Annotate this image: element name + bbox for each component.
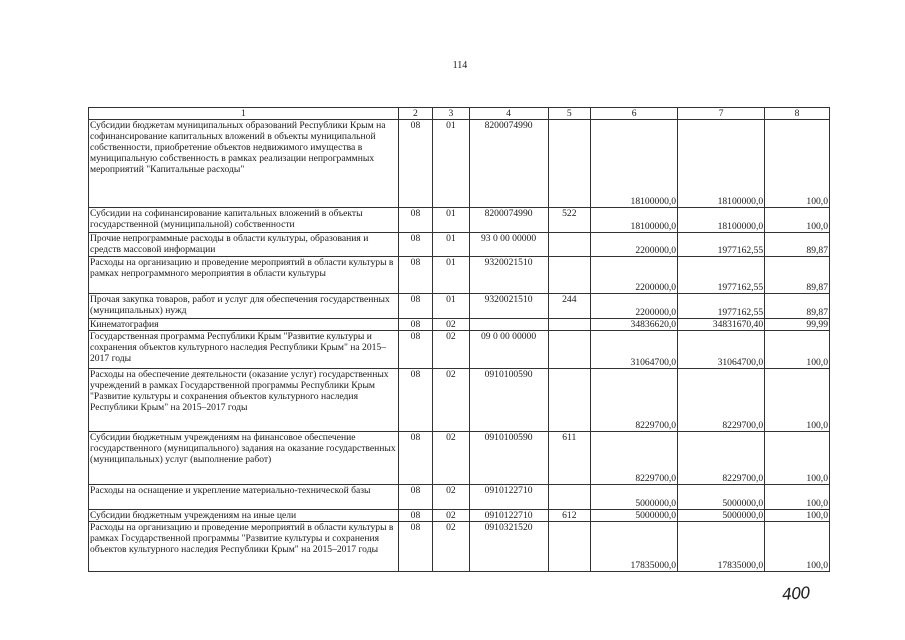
- row-name: Кинематография: [89, 319, 399, 331]
- handwritten-page-mark: 400: [781, 583, 811, 604]
- execution-percent: 89,87: [765, 294, 830, 319]
- execution-percent: 100,0: [765, 331, 830, 369]
- header-cell-1: 1: [89, 108, 399, 120]
- execution-percent: 100,0: [765, 485, 830, 510]
- expense-type-code: [548, 120, 591, 208]
- planned-amount: 8229700,0: [591, 369, 678, 432]
- actual-amount: 18100000,0: [678, 120, 765, 208]
- target-article-code: 0910122710: [469, 510, 548, 522]
- expense-type-code: [548, 319, 591, 331]
- execution-percent: 100,0: [765, 510, 830, 522]
- subsection-code: 02: [433, 432, 469, 485]
- table-row: [89, 208, 830, 233]
- planned-amount: 31064700,0: [591, 331, 678, 369]
- expense-type-code: 611: [548, 432, 591, 485]
- target-article-code: 9320021510: [469, 257, 548, 294]
- table-row: [89, 432, 830, 485]
- section-code: 08: [398, 522, 432, 572]
- target-article-code: 0910100590: [469, 369, 548, 432]
- table-row: [89, 369, 830, 432]
- subsection-code: 01: [433, 233, 469, 257]
- target-article-code: 0910100590: [469, 432, 548, 485]
- subsection-code: 01: [433, 208, 469, 233]
- section-code: 08: [398, 369, 432, 432]
- target-article-code: 0910122710: [469, 485, 548, 510]
- header-cell-6: 6: [591, 108, 678, 120]
- table-row: [89, 257, 830, 294]
- table-row: [89, 319, 830, 331]
- section-code: 08: [398, 432, 432, 485]
- target-article-code: 8200074990: [469, 120, 548, 208]
- execution-percent: 89,87: [765, 257, 830, 294]
- planned-amount: 2200000,0: [591, 294, 678, 319]
- expense-type-code: [548, 233, 591, 257]
- planned-amount: 2200000,0: [591, 233, 678, 257]
- header-cell-7: 7: [678, 108, 765, 120]
- expense-type-code: [548, 369, 591, 432]
- execution-percent: 100,0: [765, 369, 830, 432]
- planned-amount: 5000000,0: [591, 510, 678, 522]
- execution-percent: 100,0: [765, 432, 830, 485]
- execution-percent: 100,0: [765, 522, 830, 572]
- header-cell-3: 3: [433, 108, 469, 120]
- table-row: [89, 522, 830, 572]
- header-cell-5: 5: [548, 108, 591, 120]
- section-code: 08: [398, 233, 432, 257]
- actual-amount: 17835000,0: [678, 522, 765, 572]
- header-cell-8: 8: [765, 108, 830, 120]
- subsection-code: 02: [433, 485, 469, 510]
- table-row: [89, 485, 830, 510]
- target-article-code: 09 0 00 00000: [469, 331, 548, 369]
- target-article-code: 93 0 00 00000: [469, 233, 548, 257]
- planned-amount: 2200000,0: [591, 257, 678, 294]
- row-name: Прочие непрограммные расходы в области культуры, образования и средств массовой информации: [89, 233, 399, 257]
- expense-type-code: 522: [548, 208, 591, 233]
- expense-type-code: [548, 257, 591, 294]
- expense-type-code: [548, 331, 591, 369]
- table-row: [89, 510, 830, 522]
- planned-amount: 34836620,0: [591, 319, 678, 331]
- execution-percent: 89,87: [765, 233, 830, 257]
- actual-amount: 5000000,0: [678, 510, 765, 522]
- execution-percent: 100,0: [765, 208, 830, 233]
- header-cell-4: 4: [469, 108, 548, 120]
- section-code: 08: [398, 120, 432, 208]
- subsection-code: 02: [433, 510, 469, 522]
- subsection-code: 01: [433, 294, 469, 319]
- page-number: 114: [452, 60, 468, 71]
- planned-amount: 18100000,0: [591, 208, 678, 233]
- planned-amount: 5000000,0: [591, 485, 678, 510]
- budget-table: [88, 107, 830, 572]
- target-article-code: 8200074990: [469, 208, 548, 233]
- actual-amount: 1977162,55: [678, 233, 765, 257]
- actual-amount: 1977162,55: [678, 294, 765, 319]
- table-row: [89, 120, 830, 208]
- row-name: Субсидии бюджетным учреждениям на иные цели: [89, 510, 399, 522]
- expense-type-code: [548, 485, 591, 510]
- section-code: 08: [398, 485, 432, 510]
- table-row: [89, 233, 830, 257]
- subsection-code: 01: [433, 257, 469, 294]
- target-article-code: 0910321520: [469, 522, 548, 572]
- section-code: 08: [398, 294, 432, 319]
- subsection-code: 02: [433, 319, 469, 331]
- section-code: 08: [398, 331, 432, 369]
- row-name: Государственная программа Республики Крым "Развитие культуры и сохранения объектов культурного наследия Республики Крым" на 2015–2017 годы: [89, 331, 399, 369]
- section-code: 08: [398, 319, 432, 331]
- actual-amount: 34831670,40: [678, 319, 765, 331]
- row-name: Расходы на организацию и проведение мероприятий в области культуры в рамках непрограммного мероприятия в области культуры: [89, 257, 399, 294]
- planned-amount: 8229700,0: [591, 432, 678, 485]
- subsection-code: 02: [433, 369, 469, 432]
- row-name: Расходы на оснащение и укрепление материально-технической базы: [89, 485, 399, 510]
- row-name: Субсидии бюджетам муниципальных образований Республики Крым на софинансирование капитальных вложений в объекты муниципальной собственности, приобретение объектов недвижимого имущества в муниципальную собственность в рамках реализации непрограммных мероприятий "Капитальные расходы": [89, 120, 399, 208]
- target-article-code: 9320021510: [469, 294, 548, 319]
- actual-amount: 8229700,0: [678, 432, 765, 485]
- row-name: Субсидии бюджетным учреждениям на финансовое обеспечение государственного (муниципального) задания на оказание государственных (муниципальных) услуг (выполнение работ): [89, 432, 399, 485]
- header-cell-2: 2: [398, 108, 432, 120]
- table-header-row: [89, 108, 830, 120]
- table-row: [89, 294, 830, 319]
- expense-type-code: 244: [548, 294, 591, 319]
- execution-percent: 99,99: [765, 319, 830, 331]
- row-name: Субсидии на софинансирование капитальных вложений в объекты государственной (муниципальной) собственности: [89, 208, 399, 233]
- row-name: Расходы на обеспечение деятельности (оказание услуг) государственных учреждений в рамках Государственной программы Республики Крым "Развитие культуры и сохранения объектов культурного наследия Республики Крым" на 2015–2017 годы: [89, 369, 399, 432]
- expense-type-code: [548, 522, 591, 572]
- section-code: 08: [398, 257, 432, 294]
- planned-amount: 17835000,0: [591, 522, 678, 572]
- subsection-code: 02: [433, 522, 469, 572]
- subsection-code: 01: [433, 120, 469, 208]
- actual-amount: 18100000,0: [678, 208, 765, 233]
- section-code: 08: [398, 510, 432, 522]
- section-code: 08: [398, 208, 432, 233]
- actual-amount: 1977162,55: [678, 257, 765, 294]
- actual-amount: 5000000,0: [678, 485, 765, 510]
- expense-type-code: 612: [548, 510, 591, 522]
- subsection-code: 02: [433, 331, 469, 369]
- table-row: [89, 331, 830, 369]
- actual-amount: 8229700,0: [678, 369, 765, 432]
- row-name: Прочая закупка товаров, работ и услуг для обеспечения государственных (муниципальных) нужд: [89, 294, 399, 319]
- row-name: Расходы на организацию и проведение мероприятий в области культуры в рамках Государственной программы "Развитие культуры и сохранения объектов культурного наследия Республики Крым" на 2015–2017 годы: [89, 522, 399, 572]
- actual-amount: 31064700,0: [678, 331, 765, 369]
- target-article-code: [469, 319, 548, 331]
- planned-amount: 18100000,0: [591, 120, 678, 208]
- execution-percent: 100,0: [765, 120, 830, 208]
